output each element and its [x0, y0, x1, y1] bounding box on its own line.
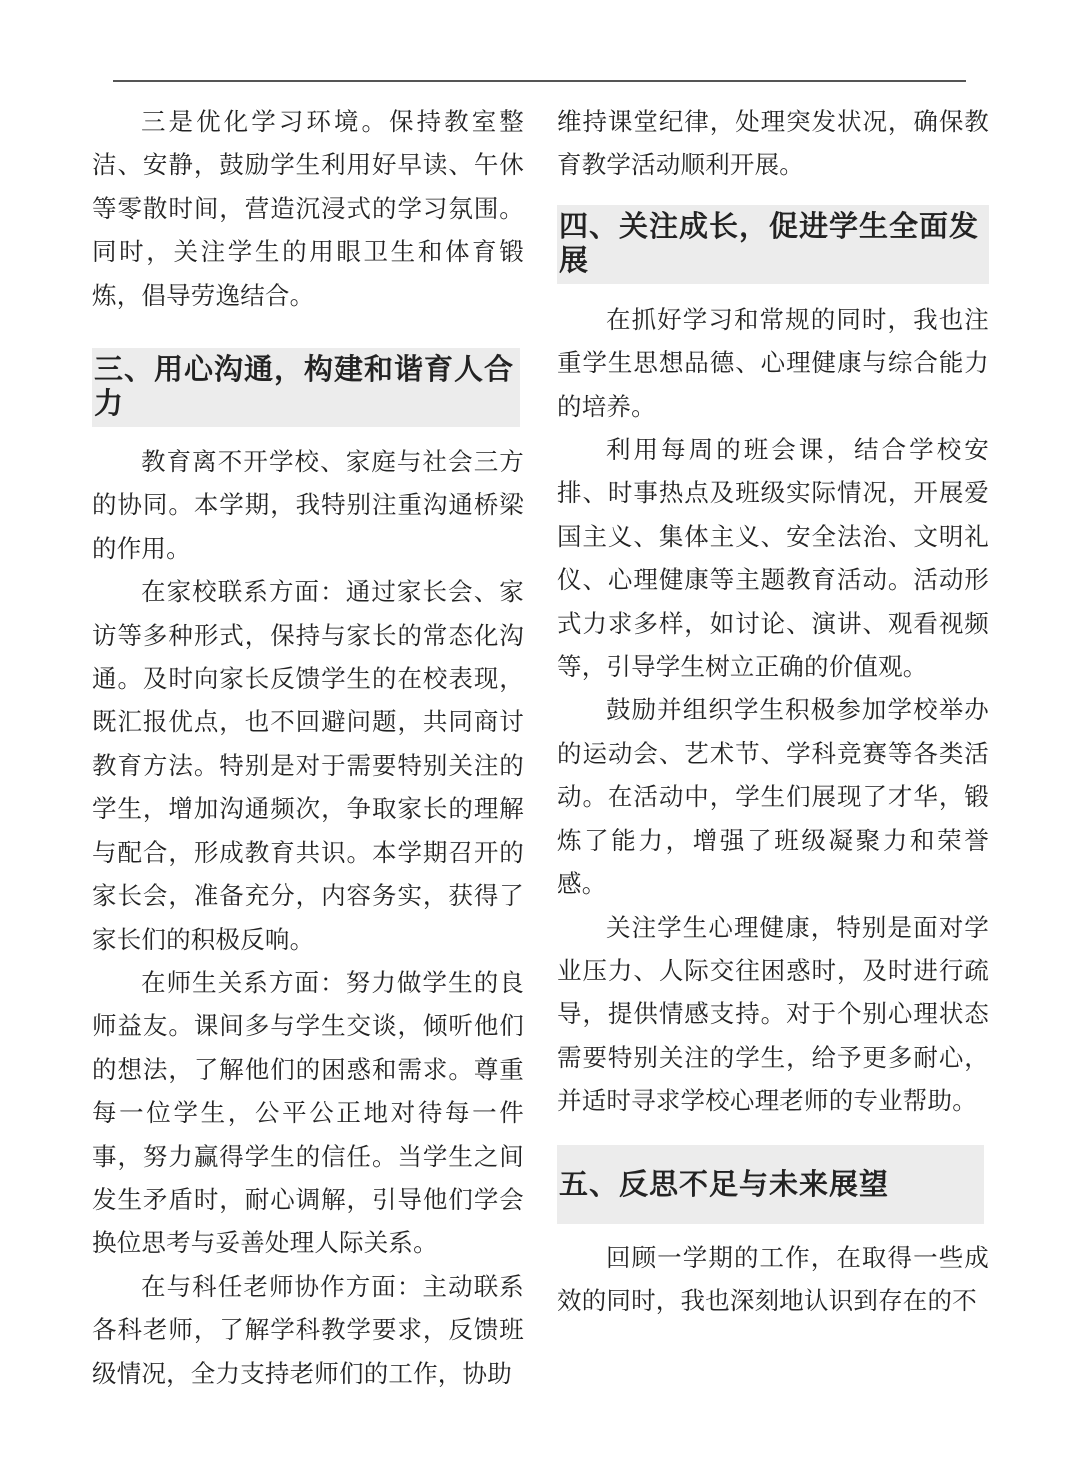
paragraph-class-meeting: 利用每周的班会课，结合学校安排、时事热点及班级实际情况，开展爱国主义、集体主义、安全法治、文明礼仪、心理健康等主题教育活动。活动形式力求多样，如讨论、演讲、观看视频等，引导学生树立正确的价值观。 — [557, 435, 989, 682]
top-divider — [113, 80, 966, 82]
paragraph-communication-intro: 教育离不开学校、家庭与社会三方的协同。本学期，我特别注重沟通桥梁的作用。 — [92, 447, 524, 563]
paragraph-home-school: 在家校联系方面：通过家长会、家访等多种形式，保持与家长的常态化沟通。及时向家长反馈学生的在校表现，既汇报优点，也不回避问题，共同商讨教育方法。特别是对于需要特别关注的学生，增加沟通频次，争取家长的理解与配合，形成教育共识。本学期召开的家长会，准备充分，内容务实，获得了家长们的积极反响。 — [92, 577, 524, 954]
section-heading-4: 四、关注成长，促进学生全面发展 — [557, 205, 989, 284]
paragraph-subject-teachers: 在与科任老师协作方面：主动联系各科老师，了解学科教学要求，反馈班级情况，全力支持老师们的工作，协助 — [92, 1271, 524, 1388]
paragraph-mental-health: 关注学生心理健康，特别是面对学业压力、人际交往困惑时，及时进行疏导，提供情感支持。对于个别心理状态需要特别关注的学生，给予更多耐心，并适时寻求学校心理老师的专业帮助。 — [557, 912, 989, 1116]
right-column — [557, 100, 989, 1322]
paragraph-reflection: 回顾一学期的工作，在取得一些成效的同时，我也深刻地认识到存在的不 — [557, 1242, 989, 1315]
section-heading-3: 三、用心沟通，构建和谐育人合力 — [92, 348, 520, 427]
paragraph-continued: 维持课堂纪律，处理突发状况，确保教育教学活动顺利开展。 — [557, 107, 989, 180]
paragraph-teacher-student: 在师生关系方面：努力做学生的良师益友。课间多与学生交谈，倾听他们的想法，了解他们的困惑和需求。尊重每一位学生，公平公正地对待每一件事，努力赢得学生的信任。当学生之间发生矛盾时，耐心调解，引导他们学会换位思考与妥善处理人际关系。 — [92, 967, 524, 1258]
left-column — [92, 100, 524, 1395]
paragraph-environment: 三是优化学习环境。保持教室整洁、安静，鼓励学生利用好早读、午休等零散时间，营造沉浸式的学习氛围。同时，关注学生的用眼卫生和体育锻炼，倡导劳逸结合。 — [92, 107, 524, 310]
paragraph-growth: 在抓好学习和常规的同时，我也注重学生思想品德、心理健康与综合能力的培养。 — [557, 304, 989, 421]
paragraph-activities: 鼓励并组织学生积极参加学校举办的运动会、艺术节、学科竞赛等各类活动。在活动中，学生们展现了才华，锻炼了能力，增强了班级凝聚力和荣誉感。 — [557, 695, 989, 899]
section-heading-5: 五、反思不足与未来展望 — [557, 1145, 984, 1224]
